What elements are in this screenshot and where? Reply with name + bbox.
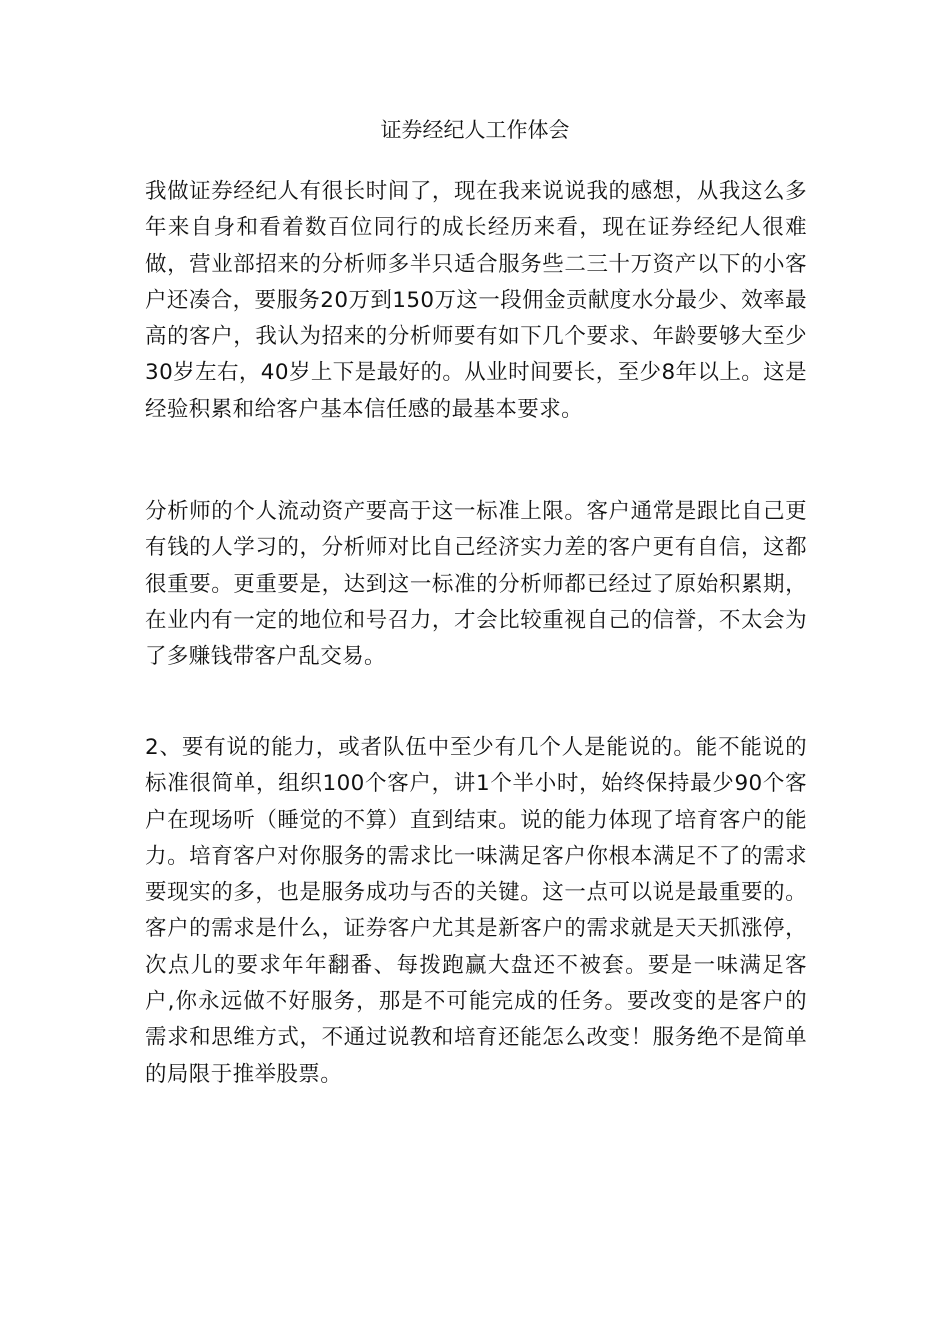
paragraph-1: 我做证券经纪人有很长时间了，现在我来说说我的感想，从我这么多年来自身和看着数百位同行的成长经历来看，现在证券经纪人很难做，营业部招来的分析师多半只适合服务些二三十万资产以下的小客户还凑合，要服务20万到150万这一段佣金贡献度水分最少、效率最高的客户，我认为招来的分析师要有如下几个要求、年龄要够大至少30岁左右，40岁上下是最好的。从业时间要长，至少8年以上。这是经验积累和给客户基本信任感的最基本要求。 [145,179,807,422]
paragraph-2: 分析师的个人流动资产要高于这一标准上限。客户通常是跟比自己更有钱的人学习的，分析师对比自己经济实力差的客户更有自信，这都很重要。更重要是，达到这一标准的分析师都已经过了原始积累期，在业内有一定的地位和号召力，才会比较重视自己的信誉，不太会为了多赚钱带客户乱交易。 [145,499,807,670]
paragraph-3: 2、要有说的能力，或者队伍中至少有几个人是能说的。能不能说的标准很简单，组织100个客户，讲1个半小时，始终保持最少90个客户在现场听（睡觉的不算）直到结束。说的能力体现了培育客户的能力。培育客户对你服务的需求比一味满足客户你根本满足不了的需求要现实的多，也是服务成功与否的关键。这一点可以说是最重要的。客户的需求是什么，证券客户尤其是新客户的需求就是天天抓涨停，次点儿的要求年年翻番、每拨跑赢大盘还不被套。要是一味满足客户,你永远做不好服务，那是不可能完成的任务。要改变的是客户的需求和思维方式，不通过说教和培育还能怎么改变！服务绝不是简单的局限于推举股票。 [145,735,807,1087]
document-title: 证券经纪人工作体会 [380,118,570,142]
